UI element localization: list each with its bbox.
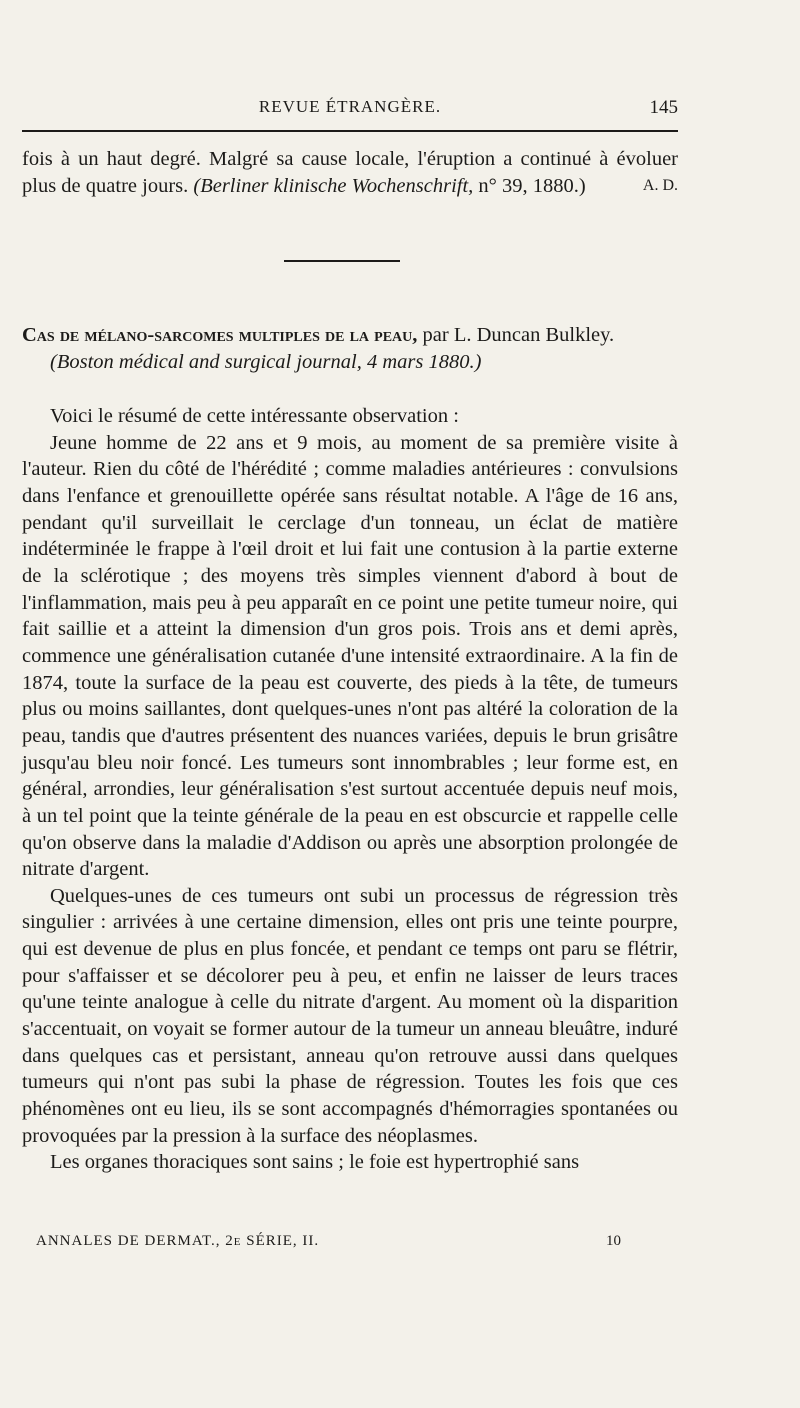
signature-number: 10	[606, 1233, 621, 1249]
section-divider	[284, 260, 400, 262]
article-source: (Boston médical and surgical journal, 4 mars 1880.)	[50, 351, 482, 373]
article-body	[22, 403, 678, 1176]
article-paragraph: Les organes thoraciques sont sains ; le foie est hypertrophié sans	[50, 1151, 580, 1174]
continuation-text: fois à un haut degré. Malgré sa cause locale, l'éruption a continué à évoluer plus de quatre jours.	[22, 148, 678, 197]
page-footer	[36, 1233, 656, 1257]
article-title: Cas de mélano-sarcomes multiples de la peau,	[22, 324, 418, 346]
continuation-citation: (Berliner klinische Wochenschrift,	[193, 174, 474, 197]
article-paragraph: Voici le résumé de cette intéressante observation :	[50, 405, 459, 427]
continuation-citation-tail: n° 39, 1880.)	[473, 174, 586, 197]
page-header	[22, 97, 678, 127]
article-author: par L. Duncan Bulkley.	[417, 324, 615, 346]
footer-journal: ANNALES DE DERMAT., 2e SÉRIE, II.	[36, 1233, 320, 1249]
running-title: REVUE ÉTRANGÈRE.	[258, 97, 442, 116]
header-rule	[22, 130, 678, 132]
article-paragraph: Quelques-unes de ces tumeurs ont subi un processus de régression très singulier : arrivées à une certaine dimension, elles ont pris une teinte pourpre, qui est devenue de plus en plus foncée, et pendant ce temps ont paru se flétrir, pour s'affaisser et se décolorer peu à peu, et enfin ne laisser de leurs traces qu'une teinte analogue à celle du nitrate d'argent. Au moment où la disparition s'accentuait, on voyait se former autour de la tumeur un anneau bleuâtre, induré dans quelques cas et persistant, anneau qu'on retrouve aussi dans quelques tumeurs qui n'ont pas subi la phase de régression. Toutes les fois que ces phénomènes ont eu lieu, ils se sont accompagnés d'hémorragies spontanées ou provoquées par la pression à la surface des néoplasmes.	[22, 884, 678, 1147]
continuation-paragraph	[22, 146, 678, 200]
continuation-signature: A. D.	[642, 176, 678, 194]
article-heading	[22, 322, 678, 376]
page-number: 145	[649, 97, 678, 118]
article-paragraph: Jeune homme de 22 ans et 9 mois, au moment de sa première visite à l'auteur. Rien du côté de l'hérédité ; comme maladies antérieures : convulsions dans l'enfance et grenouillette opérée sans résultat notable. A l'âge de 16 ans, pendant qu'il surveillait le cerclage d'un tonneau, un éclat de matière indéterminée le frappe à l'œil droit et lui fait une contusion à la partie externe de la sclérotique ; des moyens très simples viennent d'abord à bout de l'inflammation, mais peu à peu apparaît en ce point une petite tumeur noire, qui fait saillie et a atteint la dimension d'un gros pois. Trois ans et demi après, commence une généralisation cutanée d'une intensité extraordinaire. A la fin de 1874, toute la surface de la peau est couverte, des pieds à la tête, de tumeurs plus ou moins saillantes, dont quelques-unes n'ont pas altéré la coloration de la peau, tandis que d'autres présentent des nuances variées, depuis le brun grisâtre jusqu'au bleu noir foncé. Les tumeurs sont innombrables ; leur forme est, en général, arrondies, leur généralisation s'est surtout accentuée depuis neuf mois, à un tel point que la teinte générale de la peau en est obscurcie et rappelle celle qu'on observe dans la maladie d'Addison ou après une absorption prolongée de nitrate d'argent.	[22, 431, 678, 881]
